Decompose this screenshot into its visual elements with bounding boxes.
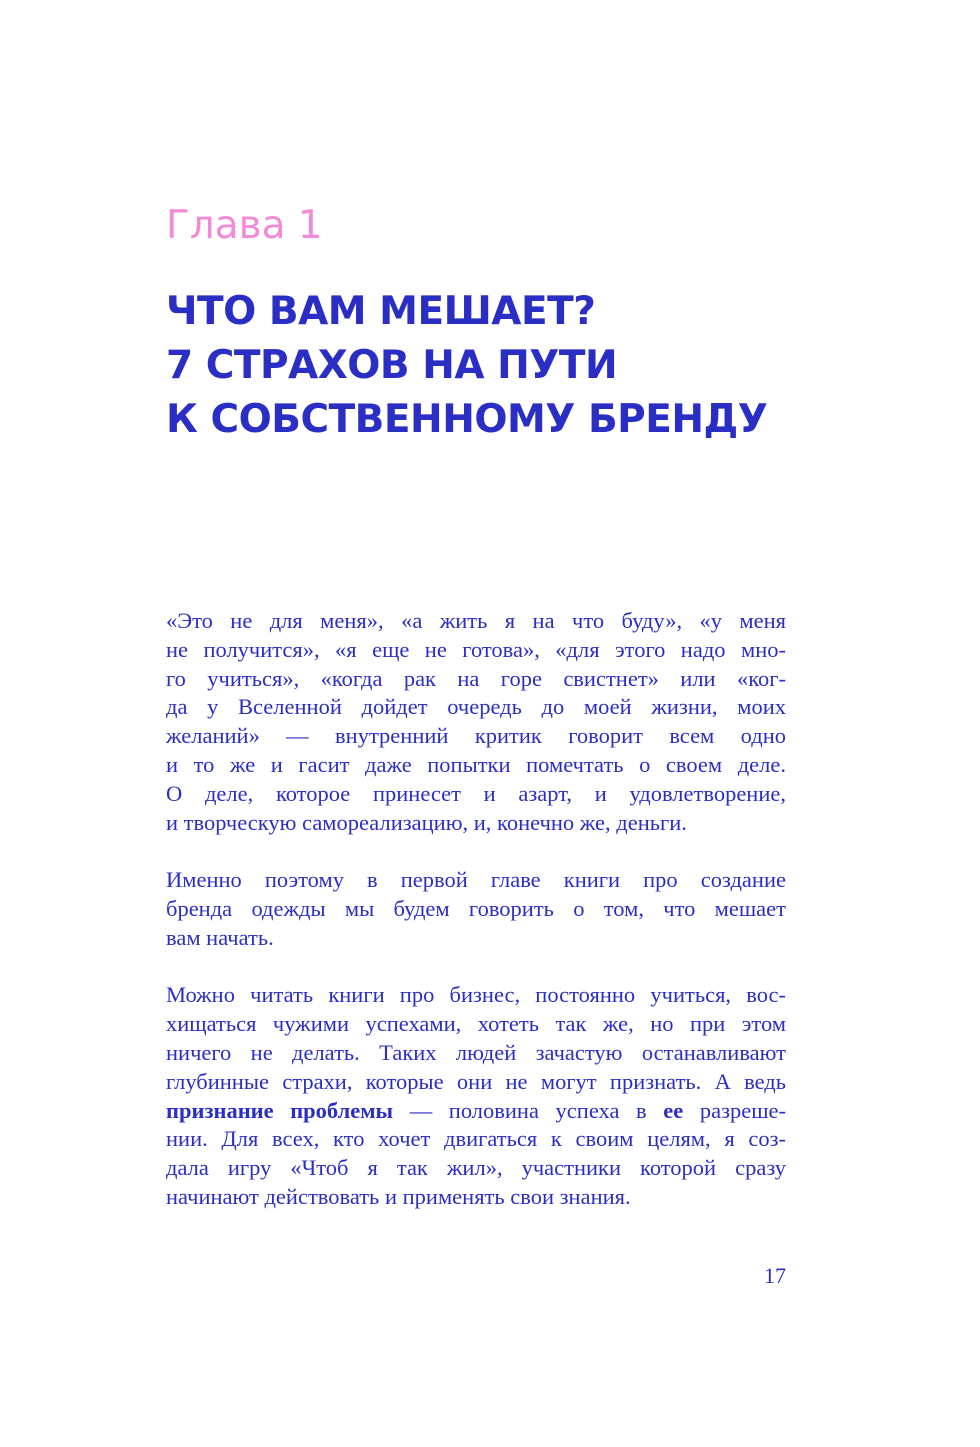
paragraph-line: О деле, которое принесет и азарт, и удовлетворение,: [166, 780, 786, 806]
chapter-title-line-1: ЧТО ВАМ МЕШАЕТ?: [166, 289, 596, 334]
body-text: [166, 607, 786, 1212]
paragraph-line: Можно читать книги про бизнес, постоянно учиться, вос-: [166, 982, 786, 1008]
paragraph-line: желаний» — внутренний критик говорит всем одно: [166, 723, 786, 749]
paragraph-line: хищаться чужими успехами, хотеть так же, но при этом: [166, 1011, 786, 1037]
paragraph-line: «Это не для меня», «а жить я на что буду», «у меня: [166, 608, 786, 633]
paragraph-line: не получится», «я еще не готова», «для этого надо мно-: [166, 636, 786, 662]
text-segment: — половина успеха в: [393, 1097, 664, 1123]
paragraph-3: [166, 981, 786, 1211]
chapter-label: Глава 1: [166, 203, 323, 248]
paragraph-line: и то же и гасит даже попытки помечтать о своем деле.: [166, 751, 786, 777]
page-number: 17: [764, 1263, 786, 1288]
paragraph-line: глубинные страхи, которые они не могут признать. А ведь: [166, 1068, 786, 1094]
paragraph-line: го учиться», «когда рак на горе свистнет» или «ког-: [166, 665, 786, 691]
paragraph-line-with-emphasis: [166, 1097, 786, 1126]
bold-phrase: признание проблемы: [166, 1097, 394, 1123]
paragraph-line: нии. Для всех, кто хочет двигаться к своим целям, я соз-: [166, 1126, 786, 1152]
paragraph-line: бренда одежды мы будем говорить о том, что мешает: [166, 895, 786, 921]
paragraph-line: вам начать.: [166, 924, 274, 950]
chapter-title: [166, 285, 767, 447]
bold-word: ее: [663, 1097, 684, 1123]
paragraph-line: дала игру «Чтоб я так жил», участники которой сразу: [166, 1155, 786, 1181]
chapter-title-line-2: 7 СТРАХОВ НА ПУТИ: [166, 343, 618, 388]
paragraph-line: да у Вселенной дойдет очередь до моей жизни, моих: [166, 694, 786, 720]
paragraph-2: [166, 866, 786, 952]
text-segment: разреше-: [683, 1097, 787, 1123]
chapter-title-line-3: К СОБСТВЕННОМУ БРЕНДУ: [166, 397, 768, 442]
paragraph-line: Именно поэтому в первой главе книги про создание: [166, 867, 786, 893]
paragraph-line: и творческую самореализацию, и, конечно же, деньги.: [166, 809, 687, 835]
paragraph-line: ничего не делать. Таких людей зачастую останавливают: [166, 1039, 786, 1065]
paragraph-line: начинают действовать и применять свои знания.: [166, 1183, 631, 1209]
paragraph-1: [166, 607, 786, 837]
